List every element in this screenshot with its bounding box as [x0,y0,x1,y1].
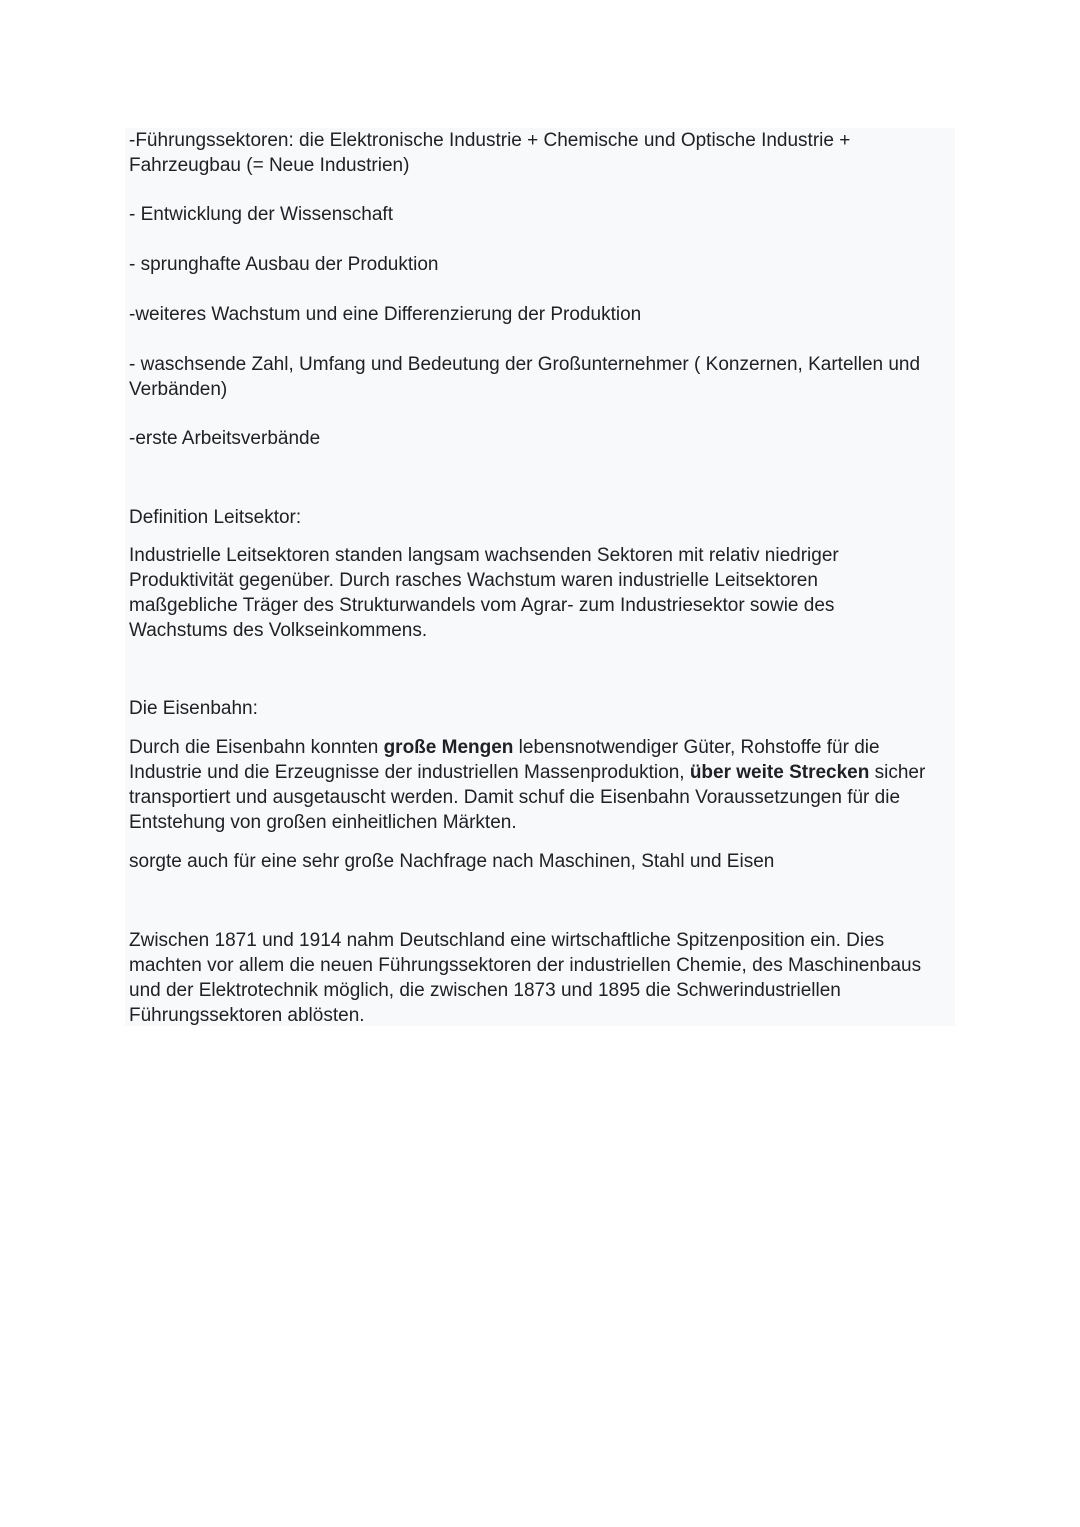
note-item-5: - waschsende Zahl, Umfang und Bedeutung der Großunternehmer ( Konzernen, Kartellen und Verbänden) [129,354,921,400]
eisenbahn-bold-2: über weite Strecken [689,762,870,783]
note-item-2: - Entwicklung der Wissenschaft [129,204,393,225]
eisenbahn-demand-note: sorgte auch für eine sehr große Nachfrage nach Maschinen, Stahl und Eisen [129,851,775,872]
note-item-6: -erste Arbeitsverbände [129,428,321,449]
eisenbahn-paragraph [129,735,929,835]
leitsektor-heading: Definition Leitsektor: [129,507,302,528]
summary-paragraph: Zwischen 1871 und 1914 nahm Deutschland eine wirtschaftliche Spitzenposition ein. Dies machten vor allem die neuen Führungssektoren der industriellen Chemie, des Maschinenbaus und der Elektrotechnik möglich, die zwischen 1873 und 1895 die Schwerindustriellen Führungssektoren ablösten. [129,930,922,1026]
eisenbahn-text-1: Durch die Eisenbahn konnten [129,737,384,758]
eisenbahn-bold-1: große Mengen [383,737,514,758]
leitsektor-definition: Industrielle Leitsektoren standen langsam wachsenden Sektoren mit relativ niedriger Produktivität gegenüber. Durch rasches Wachstum waren industrielle Leitsektoren maßgebliche Träger des Strukturwandels vom Agrar- zum Industriesektor sowie des Wachstums des Volkseinkommens. [129,545,839,641]
note-item-4: -weiteres Wachstum und eine Differenzierung der Produktion [129,304,642,325]
note-item-1: -Führungssektoren: die Elektronische Industrie + Chemische und Optische Industrie + Fahrzeugbau (= Neue Industrien) [129,130,851,176]
eisenbahn-text-2: lebensnotwendiger Güter, Rohstoffe für die Industrie und die Erzeugnisse der industriellen Massenproduktion, [129,737,880,783]
note-item-3: - sprunghafte Ausbau der Produktion [129,254,439,275]
eisenbahn-heading: Die Eisenbahn: [129,698,258,719]
eisenbahn-text-3: sicher transportiert und ausgetauscht werden. Damit schuf die Eisenbahn Voraussetzungen für die Entstehung von großen einheitlichen Märkten. [129,762,926,833]
